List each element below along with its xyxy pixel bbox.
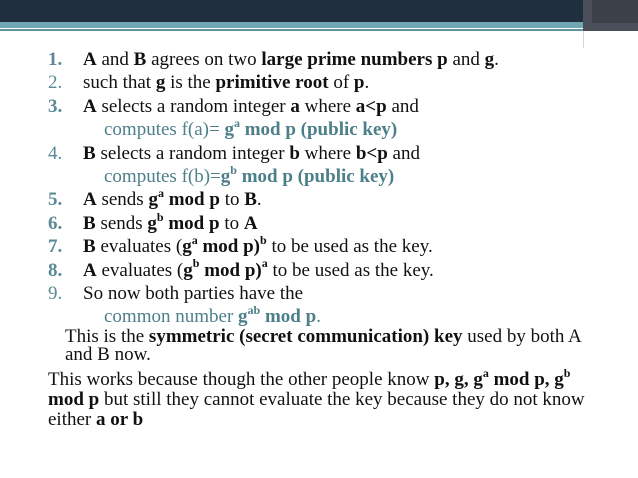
text: g: [155, 72, 166, 94]
paragraph-explanation: [48, 365, 593, 430]
list-number: 4.: [48, 142, 63, 164]
paragraph-symmetric-key: [65, 328, 595, 364]
text: a: [157, 186, 164, 201]
text: B: [133, 49, 147, 70]
text: B: [83, 212, 96, 234]
text: and: [96, 49, 134, 70]
list-item-1: [48, 48, 633, 71]
list-item-4: [48, 142, 633, 165]
text: g: [238, 306, 248, 328]
list-item-5: [48, 188, 633, 211]
list-number: 2.: [48, 72, 63, 94]
text: b: [230, 162, 237, 177]
text: computes f(b)=: [104, 166, 221, 188]
slide-body: [48, 48, 633, 329]
text: mod p: [260, 306, 317, 328]
text: a<p: [355, 95, 387, 117]
text: B: [244, 189, 257, 211]
text: mod p): [197, 236, 260, 258]
text: b: [156, 209, 164, 224]
text: .: [256, 189, 262, 211]
list-number: 8.: [48, 259, 63, 281]
text: and: [447, 49, 485, 70]
text: A: [83, 259, 97, 281]
text: primitive root: [215, 72, 329, 94]
text: g: [147, 212, 157, 234]
text: mod p: [48, 389, 100, 410]
text: sends: [95, 212, 148, 234]
list-item-7: [48, 232, 633, 258]
header-band-line: [0, 29, 583, 31]
text: A: [83, 189, 97, 211]
list-number: 1.: [48, 49, 63, 70]
text: mod p): [199, 259, 262, 281]
text: .: [364, 72, 370, 94]
text: a or b: [96, 409, 144, 430]
text: g: [484, 49, 495, 70]
text: b: [563, 365, 571, 380]
text: agrees on two: [146, 49, 262, 70]
text: such that: [83, 72, 156, 94]
text: of: [328, 72, 354, 94]
text: and: [387, 142, 420, 164]
text: to be used as the key.: [266, 236, 433, 258]
text: evaluates (: [96, 259, 184, 281]
text: is the: [165, 72, 216, 94]
text: ab: [247, 303, 261, 318]
text: to: [219, 189, 245, 211]
text: large prime numbers p: [261, 49, 448, 70]
text: .: [316, 306, 321, 328]
text: mod p: [163, 189, 220, 211]
text: p: [353, 72, 365, 94]
text: g: [224, 119, 234, 141]
text: sends: [96, 189, 149, 211]
text: This is the: [65, 326, 149, 347]
text: and: [386, 95, 419, 117]
text: B: [83, 142, 96, 164]
text: to: [219, 212, 244, 234]
text: p, g, g: [434, 369, 483, 390]
text: mod p (public key): [239, 119, 398, 141]
text: selects a random integer: [95, 142, 290, 164]
text: where: [299, 95, 356, 117]
list-item-3: [48, 95, 633, 118]
text: g: [182, 236, 192, 258]
text: b: [192, 256, 200, 271]
list-number: 3.: [48, 95, 63, 117]
text: evaluates (: [95, 236, 183, 258]
list-item-2: [48, 71, 633, 94]
text: A: [243, 212, 258, 234]
header-band-teal: [0, 22, 583, 28]
text: g: [148, 189, 158, 211]
text: This works because though the other people know: [48, 369, 435, 390]
text: b<p: [355, 142, 388, 164]
list-number: 6.: [48, 212, 63, 234]
text: symmetric (secret communication) key: [148, 326, 463, 347]
list-item-9: [48, 282, 633, 305]
text: b: [289, 142, 300, 164]
text: mod p, g: [488, 369, 564, 390]
text: g: [183, 259, 193, 281]
list-item-4-continued: [48, 162, 633, 188]
text: A: [83, 49, 97, 70]
text: a: [261, 256, 268, 271]
text: computes f(a)=: [104, 119, 225, 141]
text: a: [482, 365, 489, 380]
text: g: [220, 166, 231, 188]
text: a: [233, 115, 240, 130]
list-item-6: [48, 209, 633, 235]
text: mod p (public key): [236, 166, 395, 188]
list-number: 5.: [48, 189, 63, 211]
text: common number: [104, 306, 239, 328]
text: to be used as the key.: [267, 259, 434, 281]
list-number: 9.: [48, 283, 63, 305]
text: a: [191, 232, 198, 247]
text: mod p: [163, 212, 220, 234]
text: A: [83, 95, 97, 117]
header-corner-inner: [592, 0, 638, 23]
text: .: [494, 49, 499, 70]
header-band-dark: [0, 0, 583, 22]
text: selects a random integer: [96, 95, 291, 117]
list-item-8: [48, 256, 633, 282]
text: used by both A and B now.: [65, 326, 581, 365]
header-step-box: [583, 31, 638, 48]
list-number: 7.: [48, 236, 63, 258]
text: b: [260, 232, 267, 247]
text: but still they cannot evaluate the key because they do not know either: [48, 389, 585, 430]
text: So now both parties have the: [83, 283, 304, 305]
text: where: [299, 142, 356, 164]
text: a: [290, 95, 300, 117]
list-item-3-continued: [48, 115, 633, 141]
text: B: [83, 236, 96, 258]
